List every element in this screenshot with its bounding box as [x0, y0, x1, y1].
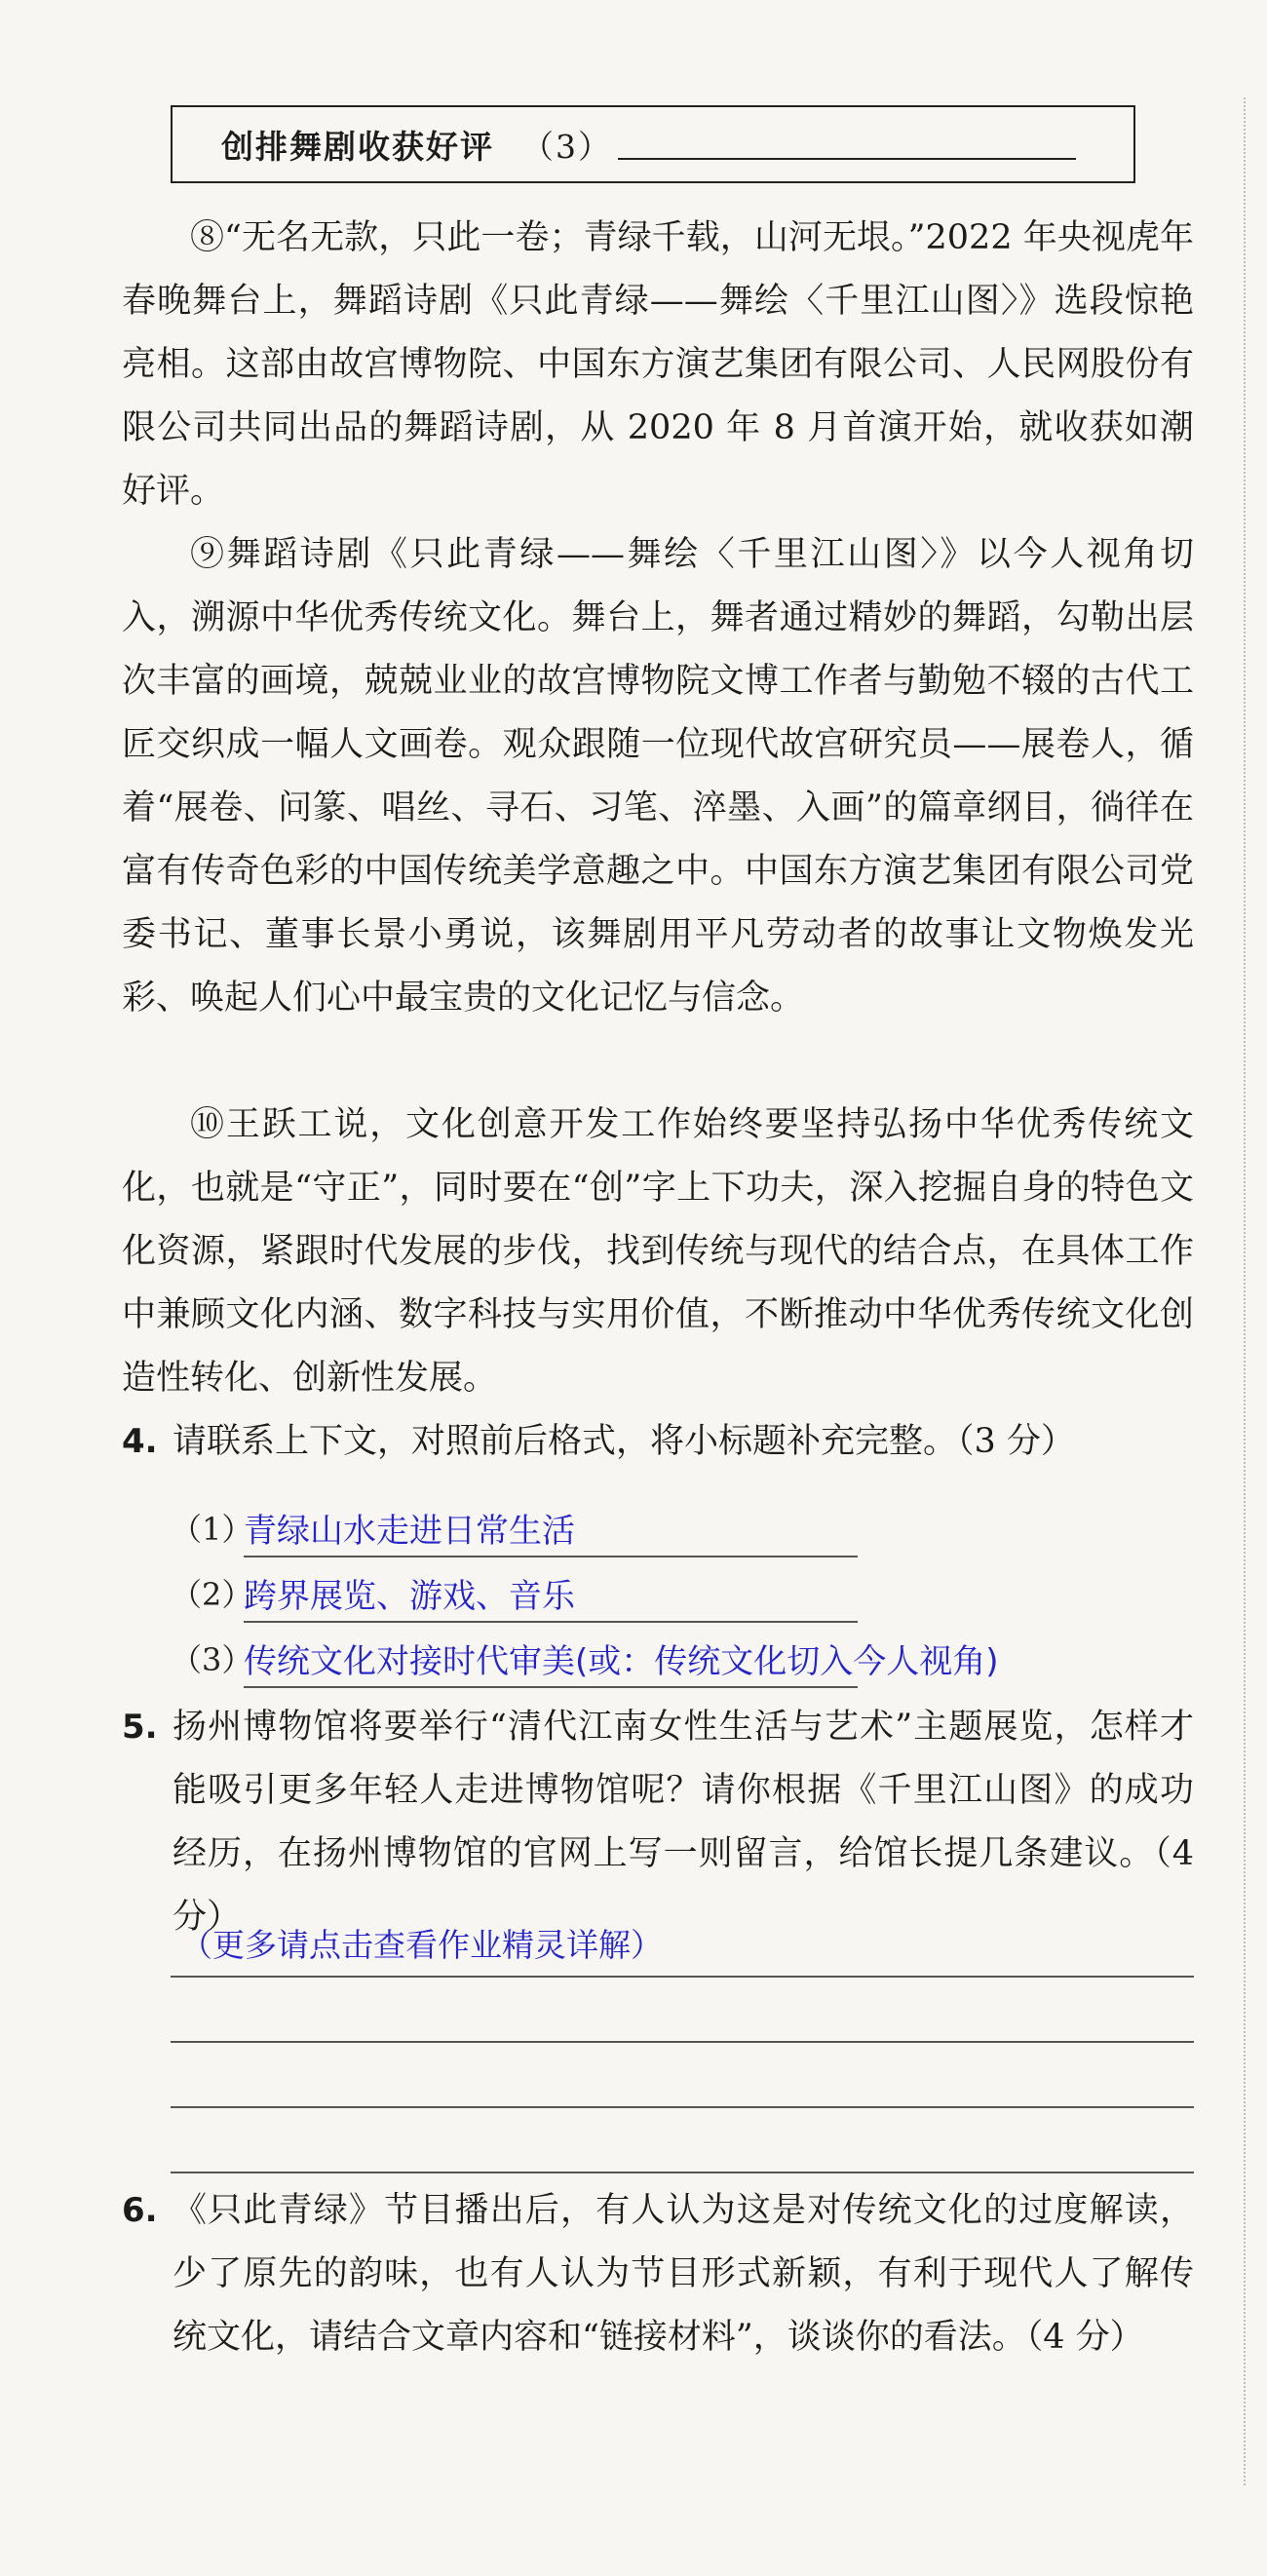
q4-item-2-answer: 跨界展览、游戏、音乐: [244, 1576, 575, 1616]
q4-item-2-underline: [244, 1621, 858, 1623]
question-5: [122, 1696, 1194, 1949]
answer-line-3: [171, 2106, 1194, 2108]
q4-item-3: [171, 1629, 999, 1687]
q4-item-3-answer: 传统文化对接时代审美(或：传统文化切入今人视角): [244, 1641, 999, 1681]
question-6-text: 《只此青绿》节目播出后，有人认为这是对传统文化的过度解读，少了原先的韵味，也有人认为节目形式新颖，有利于现代人了解传统文化，请结合文章内容和“链接材料”，谈谈你的看法。（4 分）: [173, 2191, 1194, 2357]
title-fill-blank: [618, 129, 1076, 160]
question-6: [122, 2179, 1194, 2369]
answer-line-1: [171, 1976, 1194, 1978]
answer-line-2: [171, 2041, 1194, 2043]
paragraph-8: ⑧“无名无款，只此一卷；青绿千载，山河无垠。”2022 年央视虎年春晚舞台上，舞蹈诗剧《只此青绿——舞绘〈千里江山图〉》选段惊艳亮相。这部由故宫博物院、中国东方演艺集团有限公司、人民网股份有限公司共同出品的舞蹈诗剧，从 2020 年 8 月首演开始，就收获如潮好评。: [122, 218, 1194, 511]
paragraph-9: ⑨舞蹈诗剧《只此青绿——舞绘〈千里江山图〉》以今人视角切入，溯源中华优秀传统文化。舞台上，舞者通过精妙的舞蹈，勾勒出层次丰富的画境，兢兢业业的故宫博物院文博工作者与勤勉不辍的古代工匠交织成一幅人文画卷。观众跟随一位现代故宫研究员——展卷人，循着“展卷、问篆、唱丝、寻石、习笔、淬墨、入画”的篇章纲目，徜徉在富有传奇色彩的中国传统美学意趣之中。中国东方演艺集团有限公司党委书记、董事长景小勇说，该舞剧用平凡劳动者的故事让文物焕发光彩、唤起人们心中最宝贵的文化记忆与信念。: [122, 535, 1194, 1018]
question-5-number: 5.: [122, 1708, 158, 1747]
q4-item-1-underline: [244, 1556, 858, 1557]
question-4: [122, 1410, 1194, 1474]
page-edge-dotted-line: [1244, 97, 1246, 2485]
q4-item-1-label: （1）: [171, 1511, 253, 1548]
section-title-box: [171, 105, 1135, 183]
q4-item-1-answer: 青绿山水走进日常生活: [244, 1511, 575, 1551]
q4-item-3-underline: [244, 1686, 858, 1688]
q4-item-1: [171, 1498, 575, 1557]
section-title: 创排舞剧收获好评: [221, 127, 494, 166]
section-title-number: （3）: [521, 127, 612, 166]
question-4-text: 请联系上下文，对照前后格式，将小标题补充完整。（3 分）: [173, 1422, 1075, 1461]
q4-item-2-label: （2）: [171, 1576, 253, 1613]
answer-detail-link[interactable]: （更多请点击查看作业精灵详解）: [180, 1926, 663, 1964]
answer-line-4: [171, 2172, 1194, 2173]
question-4-number: 4.: [122, 1422, 158, 1461]
paragraph-10: ⑩王跃工说，文化创意开发工作始终要坚持弘扬中华优秀传统文化，也就是“守正”，同时要在“创”字上下功夫，深入挖掘自身的特色文化资源，紧跟时代发展的步伐，找到传统与现代的结合点，在具体工作中兼顾文化内涵、数字科技与实用价值，不断推动中华优秀传统文化创造性转化、创新性发展。: [122, 1105, 1194, 1398]
q4-item-3-label: （3）: [171, 1641, 253, 1678]
question-5-text: 扬州博物馆将要举行“清代江南女性生活与艺术”主题展览，怎样才能吸引更多年轻人走进博物馆呢？请你根据《千里江山图》的成功经历，在扬州博物馆的官网上写一则留言，给馆长提几条建议。（4 分）: [173, 1708, 1194, 1937]
question-6-number: 6.: [122, 2191, 158, 2230]
q4-item-2: [171, 1563, 575, 1622]
